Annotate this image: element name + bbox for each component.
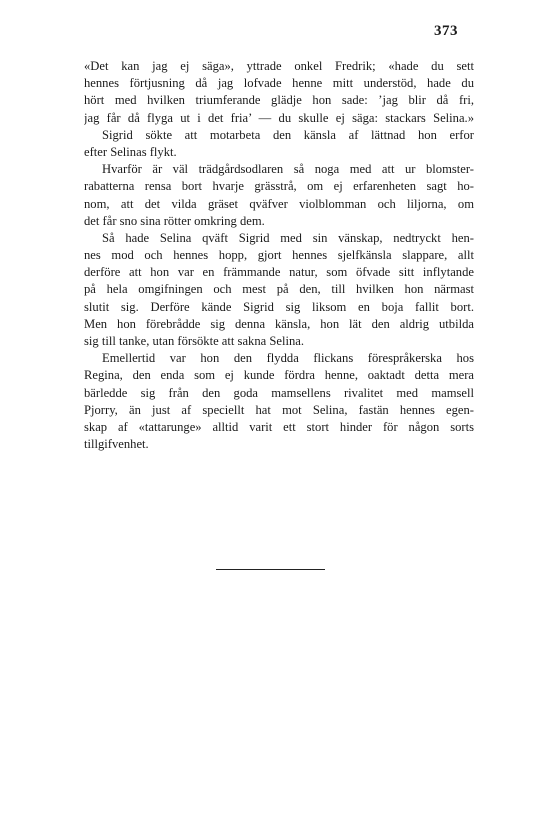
text-line: efter Selinas flykt. xyxy=(84,144,177,159)
text-line: sig till tanke, utan försökte att sakna Selina. xyxy=(84,334,304,348)
text-line: jag får då flyga ut i det fria’ — du skulle ej säga: stackars Selina.» xyxy=(84,110,474,125)
text-line: nom, att det vilda gräset qväfver violblomman och liljorna, om xyxy=(84,196,474,211)
text-line: på hela omgifningen och mest på den, till hvilken hon närmast xyxy=(84,282,474,297)
text-line: det får sno sina rötter omkring dem. xyxy=(84,213,265,228)
text-line: Pjorry, än just af speciellt hat mot Selina, fastän hennes egen- xyxy=(84,402,474,417)
text-line: rabatterna rensa bort hvarje grässtrå, om ej erfarenheten sagt ho- xyxy=(84,179,474,194)
text-line: Hvarför är väl trädgårdsodlaren så noga med att ur blomster- xyxy=(102,162,474,177)
text-line: hört med hvilken triumferande glädje hon sade: ’jag blir då fri, xyxy=(84,93,474,108)
text-line: skap af «tattarunge» alltid varit ett stort hinder för någon sorts xyxy=(84,419,474,434)
section-divider-rule xyxy=(216,569,325,570)
body-text xyxy=(84,58,474,453)
text-line: derföre att hon var en främmande natur, som öfvade sitt inflytande xyxy=(84,265,474,280)
text-line: nes mod och hennes hopp, gjort hennes sjelfkänsla slappare, allt xyxy=(84,248,474,263)
text-line: Men hon förebrådde sig denna känsla, hon lät den aldrig utbilda xyxy=(84,316,474,331)
text-line: Regina, den enda som ej kunde fördra henne, oaktadt detta mera xyxy=(84,368,474,383)
text-line: Så hade Selina qväft Sigrid med sin vänskap, nedtryckt hen- xyxy=(102,230,474,245)
text-line: Sigrid sökte att motarbeta den känsla af lättnad hon erfor xyxy=(102,127,474,142)
text-line: «Det kan jag ej säga», yttrade onkel Fredrik; «hade du sett xyxy=(84,59,474,73)
text-line: slutit sig. Derföre kände Sigrid sig liksom en boja fallit bort. xyxy=(84,299,474,314)
page-number: 373 xyxy=(434,23,458,39)
text-line: bärledde sig från den goda mamsellens rivalitet med mamsell xyxy=(84,385,474,400)
text-line: hennes förtjusning då jag lofvade henne mitt understöd, hade du xyxy=(84,76,474,91)
text-line: Emellertid var hon den flydda flickans förespråkerska hos xyxy=(102,351,474,366)
text-line: tillgifvenhet. xyxy=(84,437,149,452)
